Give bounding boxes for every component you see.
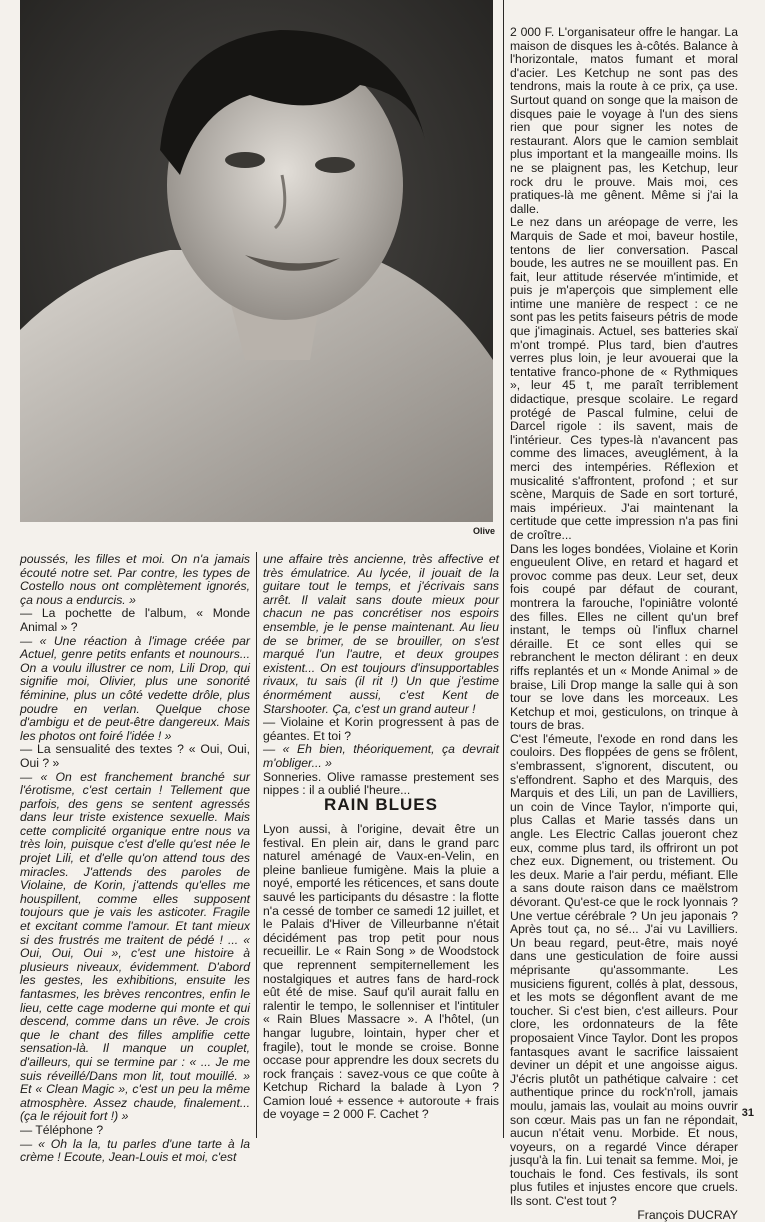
paragraph: — « Une réaction à l'image créée par Actuel, genre petits enfants et nounours... On a voulu illustrer ce nom, Lili Drop, qui signifie moi, Olivier, plus une sonorité féminine, plus un côté vedette drôle, plus poudre en verlan. Quelque chose d'ambigu et de peut-être dangereux. Mais les photos ont foiré l'idée ! » [20, 633, 250, 743]
paragraph: poussés, les filles et moi. On n'a jamais écouté notre set. Par contre, les types de Costello nous ont complètement ignorés, ça nous a endurcis. » [20, 552, 250, 607]
portrait-image [20, 0, 493, 522]
column-middle-bottom [263, 823, 499, 1123]
paragraph: — La sensualité des textes ? « Oui, Oui, Oui ? » [20, 742, 250, 770]
section-heading: RAIN BLUES [324, 795, 438, 814]
paragraph: Le nez dans un aréopage de verre, les Marquis de Sade et moi, baveur hostile, tentons de lier conversation. Pascal boude, les autres ne se mouillent pas. En fait, leur attitude réservée m'intimide, et puis je m'aperçois que simplement elle intime une manière de respect : ce ne sont pas les petits faiseurs pétris de mode que j'imaginais. Actuel, ses batteries skaï m'ont trompé. Plus tard, bien d'autres verres plus loin, je leur avouerai que la tentative franco-phone de « Rythmiques », leur 45 t, me paraît terriblement didactique, presque scolaire. Le regard protégé de Pascal fulmine, celui de Darcel rigole : ils savent, mais de l'intérieur. Ces types-là n'avancent pas comme des limaces, aveuglément, à la merci des intempéries. Réflexion et musicalité s'affrontent, profond ; et sur scène, Marquis de Sade en sort torturé, mais impérieux. J'ai maintenant la certitude que cette impression n'a pas fini de croître... [510, 215, 738, 542]
column-rule [256, 552, 257, 1138]
paragraph: Lyon aussi, à l'origine, devait être un festival. En plein air, dans le grand parc naturel aménagé de Vaux-en-Velin, en pleine banlieue fumigène. Mais la pluie a noyé, emporté les réticences, et sans doute sauvé les participants du désastre : la flotte n'a cessé de tomber ce samedi 12 juillet, et le Palais d'Hiver de Villeurbanne n'était décidément pas trop petit pour nous recueillir. Le « Rain Song » de Woodstock que reprennent sempiternellement les nostalgiques et autres fans de hard-rock eût été de mise. Sauf qu'il aurait fallu en ralentir le tempo, le sollenniser et l'intituler « Rain Blues Massacre ». A l'hôtel, (un hangar lugubre, lointain, hyper cher et fragile), tout le monde se croise. Bonne occase pour apprendre les doux secrets du rock français : savez-vous ce que coûte à Ketchup Richard la balade à Lyon ? Camion loué + essence + autoroute + frais de voyage = 2 000 F. Cachet ? [263, 822, 499, 1122]
author-signature: François DUCRAY [637, 1207, 738, 1222]
column-rule [503, 0, 504, 1138]
paragraph: — Violaine et Korin progressent à pas de géantes. Et toi ? [263, 715, 499, 743]
paragraph: — « On est franchement branché sur l'érotisme, c'est certain ! Tellement que parfois, des gens se sentent agressés dans leur triste existence sexuelle. Mais cette complicité organique entre nous va très loin, puisque c'est d'elle qu'est née le projet Lili, et d'elle qu'on attend tous des miracles. J'attends des paroles de Violaine, de Korin, j'attends qu'elles me houspillent, comme elles supposent toujours que je vais les asticoter. Fragile et excitant comme l'amour. Et tant mieux si des frustrés me traitent de pédé ! ... « Oui, Oui, Oui », c'est une histoire à plusieurs niveaux, évidemment. D'abord les gestes, les exhibitions, ensuite les fantasmes, les brèves rencontres, enfin le lieu, cette cage moderne qui monte et qui descend, comme dans un rêve. Je crois que le chant des filles amplifie cette sensation-là. Il manque un couplet, d'ailleurs, qui se termine par : « ... Je me suis réveillé/Dans mon lit, tout mouillé. » Et « Clean Magic », c'est un peu la même atmosphère. Assez chaude, finalement... (ça le réjouit fort !) » [20, 769, 250, 1124]
column-right [510, 25, 738, 1222]
paragraph: Sonneries. Olive ramasse prestement ses nippes : il a oublié l'heure... [263, 769, 499, 798]
column-left [20, 552, 250, 1165]
paragraph: — Téléphone ? [20, 1122, 104, 1137]
paragraph: — « Oh la la, tu parles d'une tarte à la crème ! Ecoute, Jean-Louis et moi, c'est [20, 1136, 250, 1165]
photo-caption: Olive [472, 526, 495, 536]
paragraph: — La pochette de l'album, « Monde Animal » ? [20, 606, 250, 634]
paragraph: Dans les loges bondées, Violaine et Korin engueulent Olive, en retard et hagard et provoc comme pas deux. Leur set, deux fois coupé par défaut de courant, montrera la farouche, l'opiniâtre volonté des filles. Elles ne cillent qu'un bref instant, le temps où l'influx charnel déraille. Et ce sont elles qui se rebranchent le mecton délirant : en deux riffs replantés et un « Monde Animal » de braise, Lili Drop mange la salle qui à son tour se love dans les morceaux. Les Ketchup et moi, gesticulons, on trinque à tours de bras. [510, 541, 738, 733]
paragraph: C'est l'émeute, l'exode en rond dans les couloirs. Des floppées de gens se frôlent, s'embrassent, s'ignorent, discutent, ou s'effondrent. Sapho et des Marquis, des Marquis et des Lili, un pan de Lavilliers, un coin de Vince Taylor, n'importe qui, plus Callas et Marie tassés dans un angle. Les Electric Callas joueront chez eux, comme plus tard, ils offriront un pot chez eux. Dignement, ou tristement. Ou les deux. Marie a l'air perdu, méfiant. Elle a sans doute raison dans ce maëlstrom dévorant. Qu'est-ce que le rock lyonnais ? Une vertue cérébrale ? Un jeu japonais ? Après tout ça, no sé... J'ai vu Lavilliers. Un beau regard, peut-être, mais noyé dans une gesticulation de foire aussi méprisante qu'assommante. Les musiciens figurent, collés à plat, dessous, et les mots se dégonflent avant de me toucher. Si c'est bien, c'est ailleurs. Pour clore, les ordonnateurs de la fête proposaient Vince Taylor. Dont les propos fantasques avant le sacrifice laissaient deviner un dépit et une angoisse aigus. J'écris plutôt un pathétique calvaire : cet authentique prince du rock'n'roll, jamais moulu, jamais las, voulait au moins ouvrir son cœur. Mais pas un fan ne répondait, aucun n'était venu. Morbide. Et nous, voyeurs, on a regardé Vince déraper jusqu'à la fin. Lui tenait sa femme. Moi, je touchais le fond. Ces festivals, ils sont plus futiles et injustes encore que cruels. Ils sont. C'est tout ? [510, 731, 738, 1209]
paragraph: — « Eh bien, théoriquement, ça devrait m'obliger... » [263, 742, 499, 770]
paragraph: 2 000 F. L'organisateur offre le hangar. La maison de disques les à-côtés. Balance à l'horizontale, matos fumant et moral d'acier. Les Ketchup ne sont pas des tendrons, mais la route à ce prix, ça use. Surtout quand on songe que la maison de disques paie le voyage à l'un des siens rien que pour signer les notes de restaurant. Alors que le camion semblait plus important et la mangeaille moins. Ils ne se plaignent pas, les Ketchup, leur rock dru le prouve. Mais moi, ces pratiques-là me gênent. Même si j'ai la dalle. [510, 25, 738, 216]
portrait-photo [20, 0, 493, 522]
column-middle-top [263, 552, 499, 798]
page-number: 31 [741, 1107, 754, 1119]
paragraph: une affaire très ancienne, très affective et très émulatrice. Au lycée, il jouait de la guitare tout le temps, et j'écrivais sans arrêt. Il valait sans doute mieux pour chacun ne pas concrétiser nos espoirs ensemble, je le pense maintenant. Au lieu de se brimer, de se brouiller, on s'est marqué l'un l'autre, et deux groupes existent... On est toujours d'insupportables rivaux, tu sais (il rit !) Un que j'estime énormément aussi, c'est Kent de Starshooter. Ça, c'est un grand auteur ! [263, 552, 499, 716]
